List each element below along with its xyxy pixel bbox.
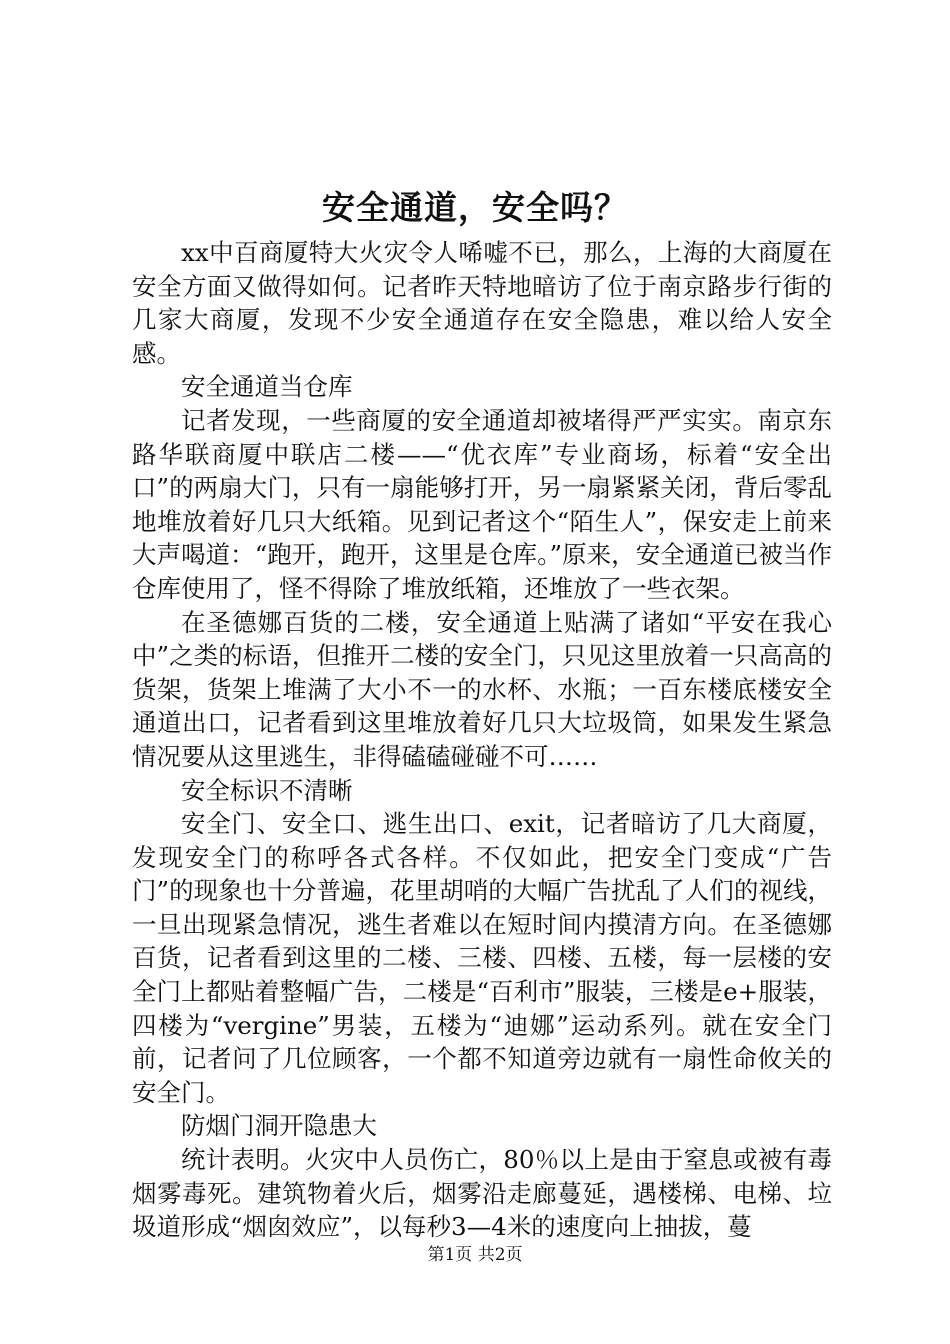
- section-heading-warehouse: 安全通道当仓库: [181, 372, 353, 402]
- section-heading-smoke-doors: 防烟门洞开隐患大: [181, 1111, 377, 1141]
- page-footer: 第1页 共2页: [427, 1245, 523, 1265]
- document-body: [132, 236, 832, 1244]
- paragraph-signs: 安全门、安全口、逃生出口、exit，记者暗访了几大商厦，发现安全门的称呼各式各样。不仅如此，把安全门变成“广告门”的现象也十分普遍，花里胡哨的大幅广告扰乱了人们的视线，一旦出现紧急情况，逃生者难以在短时间内摸清方向。在圣德娜百货，记者看到这里的二楼、三楼、四楼、五楼，每一层楼的安全门上都贴着整幅广告，二楼是“百利市”服装，三楼是e+服装，四楼为“vergine”男装，五楼为“迪娜”运动系列。就在安全门前，记者问了几位顾客，一个都不知道旁边就有一扇性命攸关的安全门。: [132, 809, 832, 1107]
- paragraph-statistics: 统计表明。火灾中人员伤亡，80％以上是由于窒息或被有毒烟雾毒死。建筑物着火后，烟雾沿走廊蔓延，遇楼梯、电梯、垃圾道形成“烟囱效应”，以每秒3—4米的速度向上抽拔，蔓: [132, 1145, 832, 1242]
- paragraph-intro: xx中百商厦特大火灾令人唏嘘不已，那么，上海的大商厦在安全方面又做得如何。记者昨天特地暗访了位于南京路步行街的几家大商厦，发现不少安全通道存在安全隐患，难以给人安全感。: [132, 238, 832, 368]
- document-title: 安全通道，安全吗？: [322, 188, 628, 227]
- paragraph-shengdena: 在圣德娜百货的二楼，安全通道上贴满了诸如“平安在我心中”之类的标语，但推开二楼的安全门，只见这里放着一只高高的货架，货架上堆满了大小不一的水杯、水瓶；一百东楼底楼安全通道出口，记者看到这里堆放着好几只大垃圾筒，如果发生紧急情况要从这里逃生，非得磕磕碰碰不可……: [132, 607, 832, 771]
- section-heading-signs: 安全标识不清晰: [181, 775, 353, 805]
- paragraph-warehouse: 记者发现，一些商厦的安全通道却被堵得严严实实。南京东路华联商厦中联店二楼——“优衣库”专业商场，标着“安全出口”的两扇大门，只有一扇能够打开，另一扇紧紧关闭，背后零乱地堆放着好几只大纸箱。见到记者这个“陌生人”，保安走上前来大声喝道：“跑开，跑开，这里是仓库。”原来，安全通道已被当作仓库使用了，怪不得除了堆放纸箱，还堆放了一些衣架。: [132, 405, 832, 603]
